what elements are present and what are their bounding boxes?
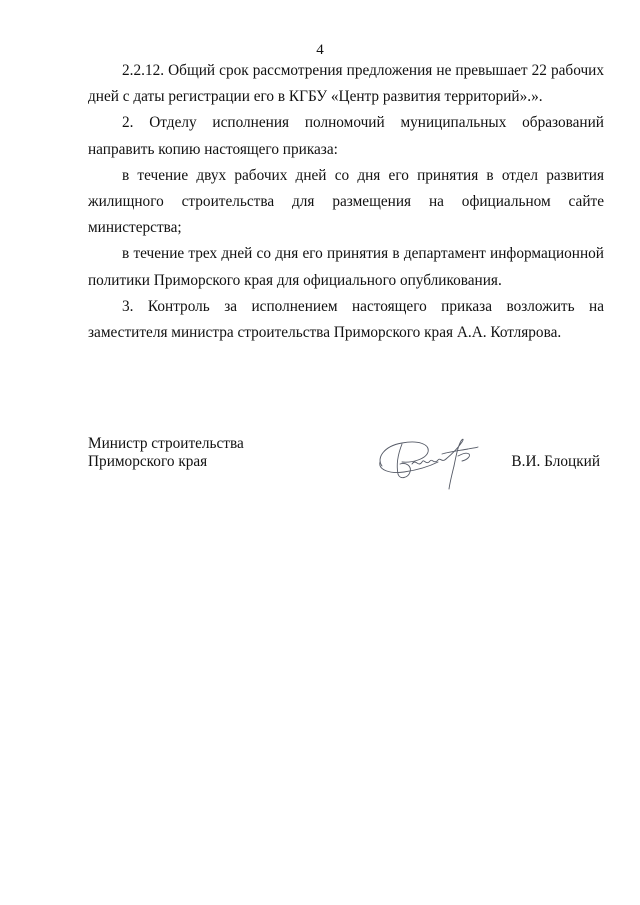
signature-block xyxy=(88,435,604,505)
paragraph-2-publication: в течение трех дней со дня его принятия в департамент информационной политики Приморского края для официального опубликования. xyxy=(88,245,604,289)
signer-title-line-1: Министр строительства xyxy=(88,435,244,452)
handwritten-signature xyxy=(372,432,484,492)
signer-title xyxy=(88,435,244,471)
signer-title-line-2: Приморского края xyxy=(88,453,208,470)
document-body xyxy=(88,58,604,346)
paragraph-3: 3. Контроль за исполнением настоящего приказа возложить на заместителя министра строительства Приморского края А.А. Котлярова. xyxy=(88,297,604,342)
page-number: 4 xyxy=(316,42,324,58)
signer-name: В.И. Блоцкий xyxy=(511,453,600,470)
paragraph-2-website: в течение двух рабочих дней со дня его принятия в отдел развития жилищного строительства для размещения на официальном сайте министерства; xyxy=(88,166,604,237)
paragraph-2-2-12: 2.2.12. Общий срок рассмотрения предложения не превышает 22 рабочих дней с даты регистрации его в КГБУ «Центр развития территорий».». xyxy=(88,62,604,106)
paragraph-2: 2. Отделу исполнения полномочий муниципальных образований направить копию настоящего приказа: xyxy=(88,114,604,158)
